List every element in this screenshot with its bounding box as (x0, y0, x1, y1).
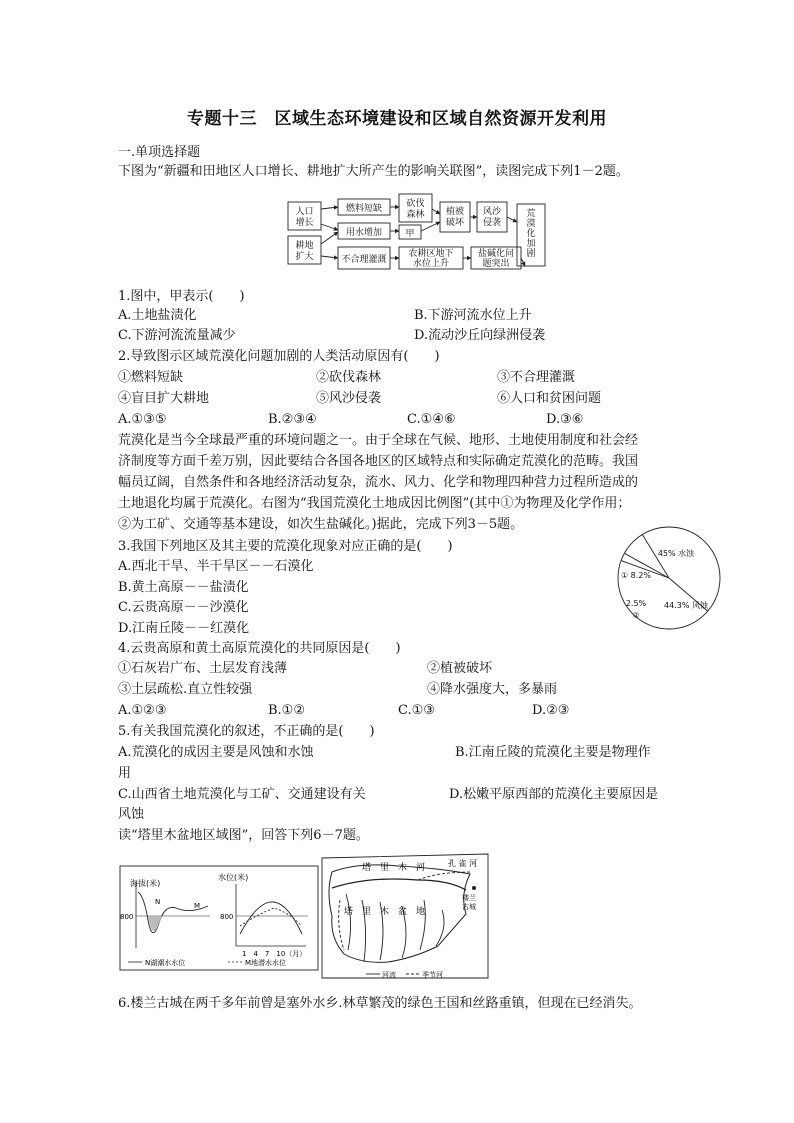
passage-line: 幅员辽阔，自然条件和各地经济活动复杂，流水、风力、化学和物理四种营力过程所造成的 (118, 475, 639, 490)
node-salinization: 盐碱化问题突出 (477, 249, 515, 269)
q4-item: ②植被破坏 (427, 661, 493, 676)
q2-item: ③不合理灌溉 (497, 370, 576, 385)
pie-marker-2: ② (632, 611, 640, 620)
q3-option-a[interactable]: A.西北干旱、半干旱区－－石漠化 (118, 559, 314, 574)
point-m-label: M (194, 902, 201, 910)
q4-item: ③土层疏松.直立性较强 (118, 682, 253, 697)
node-population: 人口增长 (295, 207, 314, 228)
impact-flowchart (285, 192, 547, 272)
water-level-graph (218, 872, 308, 967)
month-ticks: 1 4 7 10（月） (242, 950, 307, 958)
label-kongque-river: 孔 雀 河 (448, 859, 478, 868)
node-jia: 甲 (405, 229, 415, 239)
q5-stem: 5.有关我国荒漠化的叙述，不正确的是( ) (118, 724, 375, 739)
q5-option-b-cont[interactable]: 用 (118, 766, 132, 781)
q4-option-c[interactable]: C.①③ (398, 703, 435, 718)
node-irrigation: 不合理灌溉 (341, 255, 387, 265)
q2-option-b[interactable]: B.②③④ (268, 412, 317, 427)
q2-item: ①燃料短缺 (118, 370, 184, 385)
pie-label-wind: 44.3% 风蚀 (664, 601, 708, 610)
q2-option-c[interactable]: C.①④⑥ (407, 412, 456, 427)
q1-option-b[interactable]: B.下游河流水位上升 (414, 308, 532, 323)
node-desert: 荒漠化加剧 (526, 209, 536, 259)
legend-river: 河流 (382, 971, 396, 979)
q4-item: ①石灰岩广布、土层发育浅薄 (118, 661, 288, 676)
water-axis-label: 水位(米) (218, 873, 249, 882)
q3-option-d[interactable]: D.江南丘陵－－红漠化 (118, 621, 250, 636)
passage-line: ②为工矿、交通等基本建设，如次生盐碱化。)据此，完成下列3－5题。 (118, 517, 524, 532)
point-n-label: N (155, 898, 161, 906)
q2-stem: 2.导致图示区域荒漠化问题加剧的人类活动原因有( ) (118, 349, 440, 364)
q4-option-d[interactable]: D.②③ (532, 703, 570, 718)
elevation-graph (120, 878, 210, 967)
legend-m-groundwater: M地潜水水位 (245, 959, 287, 967)
q2-item: ⑥人口和贫困问题 (497, 391, 602, 406)
q2-item: ⑤风沙侵袭 (316, 391, 382, 406)
node-groundwater: 农耕区地下水位上升 (408, 249, 454, 269)
q2-item: ②砍伐森林 (316, 370, 382, 385)
elevation-axis-label: 海拔(米) (130, 879, 161, 888)
label-loulan: 楼兰古城 (462, 894, 476, 911)
page-title: 专题十三 区域生态环境建设和区域自然资源开发利用 (187, 109, 607, 129)
q4-stem: 4.云贵高原和黄土高原荒漠化的共同原因是( ) (118, 641, 401, 656)
node-fuel: 燃料短缺 (345, 204, 383, 214)
q4-option-a[interactable]: A.①②③ (118, 703, 167, 718)
node-water: 用水增加 (345, 228, 383, 238)
intro-q1-2: 下图为“新疆和田地区人口增长、耕地扩大所产生的影响关联图”，读图完成下列1－2题。 (118, 164, 629, 179)
tick-800-left: 800 (120, 913, 134, 921)
q4-option-b[interactable]: B.①② (268, 703, 305, 718)
passage-line: 荒漠化是当今全球最严重的环境问题之一。由于全球在气候、地形、土地使用制度和社会经 (118, 433, 639, 448)
q5-option-d-cont[interactable]: 风蚀 (118, 807, 145, 822)
tick-800-right: 800 (220, 913, 234, 921)
node-farmland: 耕地扩大 (295, 241, 314, 262)
q2-option-a[interactable]: A.①③⑤ (118, 412, 167, 427)
q5-option-b[interactable]: B.江南丘陵的荒漠化主要是物理作 (455, 745, 651, 760)
q5-option-d[interactable]: D.松嫩平原西部的荒漠化主要原因是 (449, 787, 659, 802)
q5-option-c[interactable]: C.山西省土地荒漠化与工矿、交通建设有关 (118, 787, 366, 802)
q1-option-d[interactable]: D.流动沙丘向绿洲侵袭 (414, 328, 546, 343)
q1-stem: 1.图中，甲表示( ) (118, 289, 245, 304)
passage-line: 济制度等方面千差万别，因此要结合各国各地区的区域特点和实际确定荒漠化的范畴。我国 (118, 454, 639, 469)
tarim-basin-map (322, 854, 488, 979)
q2-option-d[interactable]: D.③⑥ (546, 412, 584, 427)
q4-item: ④降水强度大，多暴雨 (427, 682, 558, 697)
legend-n-lake: N湖潮水水位 (145, 959, 186, 967)
q3-stem: 3.我国下列地区及其主要的荒漠化现象对应正确的是( ) (118, 539, 453, 554)
section-heading: 一.单项选择题 (118, 145, 201, 160)
pie-label-construction: 2.5% (625, 599, 647, 608)
node-vegetation: 植被破坏 (445, 207, 465, 228)
q3-option-c[interactable]: C.云贵高原－－沙漠化 (118, 600, 249, 615)
node-sand: 风沙侵袭 (482, 207, 502, 228)
pie-label-water: 45% 水蚀 (657, 549, 695, 558)
q5-option-a[interactable]: A.荒漠化的成因主要是风蚀和水蚀 (118, 745, 314, 760)
passage-line: 土地退化均属于荒漠化。右图为“我国荒漠化土地成因比例图”(其中①为物理及化学作用； (118, 496, 631, 511)
q1-option-c[interactable]: C.下游河流流量减少 (118, 328, 236, 343)
legend-seasonal-river: 季节河 (422, 971, 443, 979)
tarim-basin-figure (118, 850, 492, 982)
q3-option-b[interactable]: B.黄土高原－－盐渍化 (118, 580, 249, 595)
q2-item: ④盲目扩大耕地 (118, 391, 210, 406)
q1-option-a[interactable]: A.土地盐渍化 (118, 308, 197, 323)
label-tarim-basin: 塔 里 木 盆 地 (344, 907, 426, 917)
pie-label-physical: ① 8.2% (620, 571, 652, 580)
label-tarim-river: 塔 里 木 河 (362, 863, 426, 873)
desertification-cause-pie (616, 520, 722, 636)
node-deforest: 砍伐森林 (406, 199, 425, 220)
q6-stem: 6.楼兰古城在两千多年前曾是塞外水乡.林草繁茂的绿色王国和丝路重镇，但现在已经消失。 (118, 996, 642, 1011)
intro-q6-7: 读“塔里木盆地区域图”，回答下列6－7题。 (118, 828, 369, 843)
